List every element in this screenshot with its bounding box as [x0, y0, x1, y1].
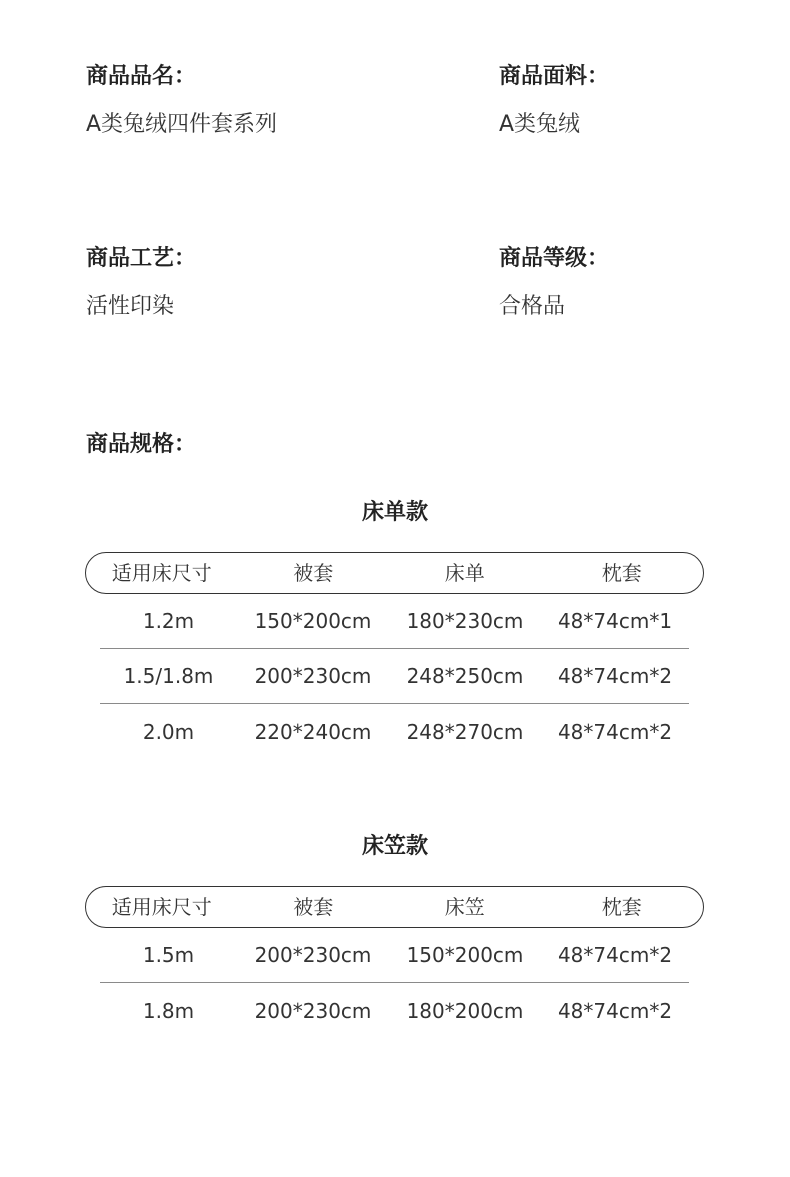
header-cell-bed-size: 适用床尺寸 — [111, 895, 212, 919]
table-row — [100, 594, 689, 649]
table-cell: 220*240cm — [254, 719, 372, 744]
product-craft-value: 活性印染 — [86, 294, 175, 319]
table-cell: 48*74cm*2 — [557, 943, 673, 967]
table-cell: 48*74cm*2 — [557, 719, 673, 744]
table-cell: 200*230cm — [254, 998, 372, 1023]
table-cell: 1.2m — [142, 609, 195, 633]
header-cell-pillowcase: 枕套 — [601, 561, 642, 585]
product-fabric-field — [499, 63, 790, 139]
table-cell: 248*250cm — [406, 664, 524, 688]
spec-title: 商品规格： — [86, 432, 197, 457]
table-cell: 248*270cm — [406, 719, 524, 744]
table-cell: 180*200cm — [406, 998, 524, 1023]
fitted-set-title: 床笠款 — [361, 834, 428, 859]
header-cell-bed-sheet: 床单 — [444, 561, 485, 585]
table-header — [85, 552, 704, 594]
sheet-set-title: 床单款 — [361, 500, 428, 525]
table-row — [100, 649, 689, 704]
table-cell: 200*230cm — [254, 943, 372, 967]
fitted-set-table — [85, 886, 704, 1038]
table-cell: 1.8m — [142, 998, 195, 1023]
sheet-set-table — [85, 552, 704, 759]
product-name-label: 商品品名： — [86, 64, 197, 89]
table-cell: 150*200cm — [254, 609, 372, 633]
table-row — [100, 983, 689, 1038]
product-grade-label: 商品等级： — [499, 246, 610, 271]
table-header — [85, 886, 704, 928]
table-cell: 48*74cm*2 — [557, 664, 673, 688]
header-cell-pillowcase: 枕套 — [601, 895, 642, 919]
product-name-value: A类兔绒四件套系列 — [86, 112, 278, 137]
table-cell: 48*74cm*1 — [557, 609, 673, 633]
product-name-field — [86, 63, 386, 139]
table-row — [100, 928, 689, 983]
product-grade-value: 合格品 — [499, 294, 566, 319]
table-cell: 180*230cm — [406, 609, 524, 633]
table-cell: 150*200cm — [406, 943, 524, 967]
table-cell: 48*74cm*2 — [557, 998, 673, 1023]
header-cell-duvet-cover: 被套 — [293, 895, 334, 919]
header-cell-duvet-cover: 被套 — [293, 561, 334, 585]
table-cell: 2.0m — [142, 719, 195, 744]
table-row — [100, 704, 689, 759]
product-grade-field — [499, 245, 790, 321]
product-fabric-value: A类兔绒 — [499, 112, 581, 137]
table-cell: 200*230cm — [254, 664, 372, 688]
product-fabric-label: 商品面料： — [499, 64, 610, 89]
header-cell-fitted-sheet: 床笠 — [444, 895, 485, 919]
header-cell-bed-size: 适用床尺寸 — [111, 561, 212, 585]
product-craft-field — [86, 245, 386, 321]
table-cell: 1.5m — [142, 943, 195, 967]
table-cell: 1.5/1.8m — [123, 664, 214, 688]
product-craft-label: 商品工艺： — [86, 246, 197, 271]
